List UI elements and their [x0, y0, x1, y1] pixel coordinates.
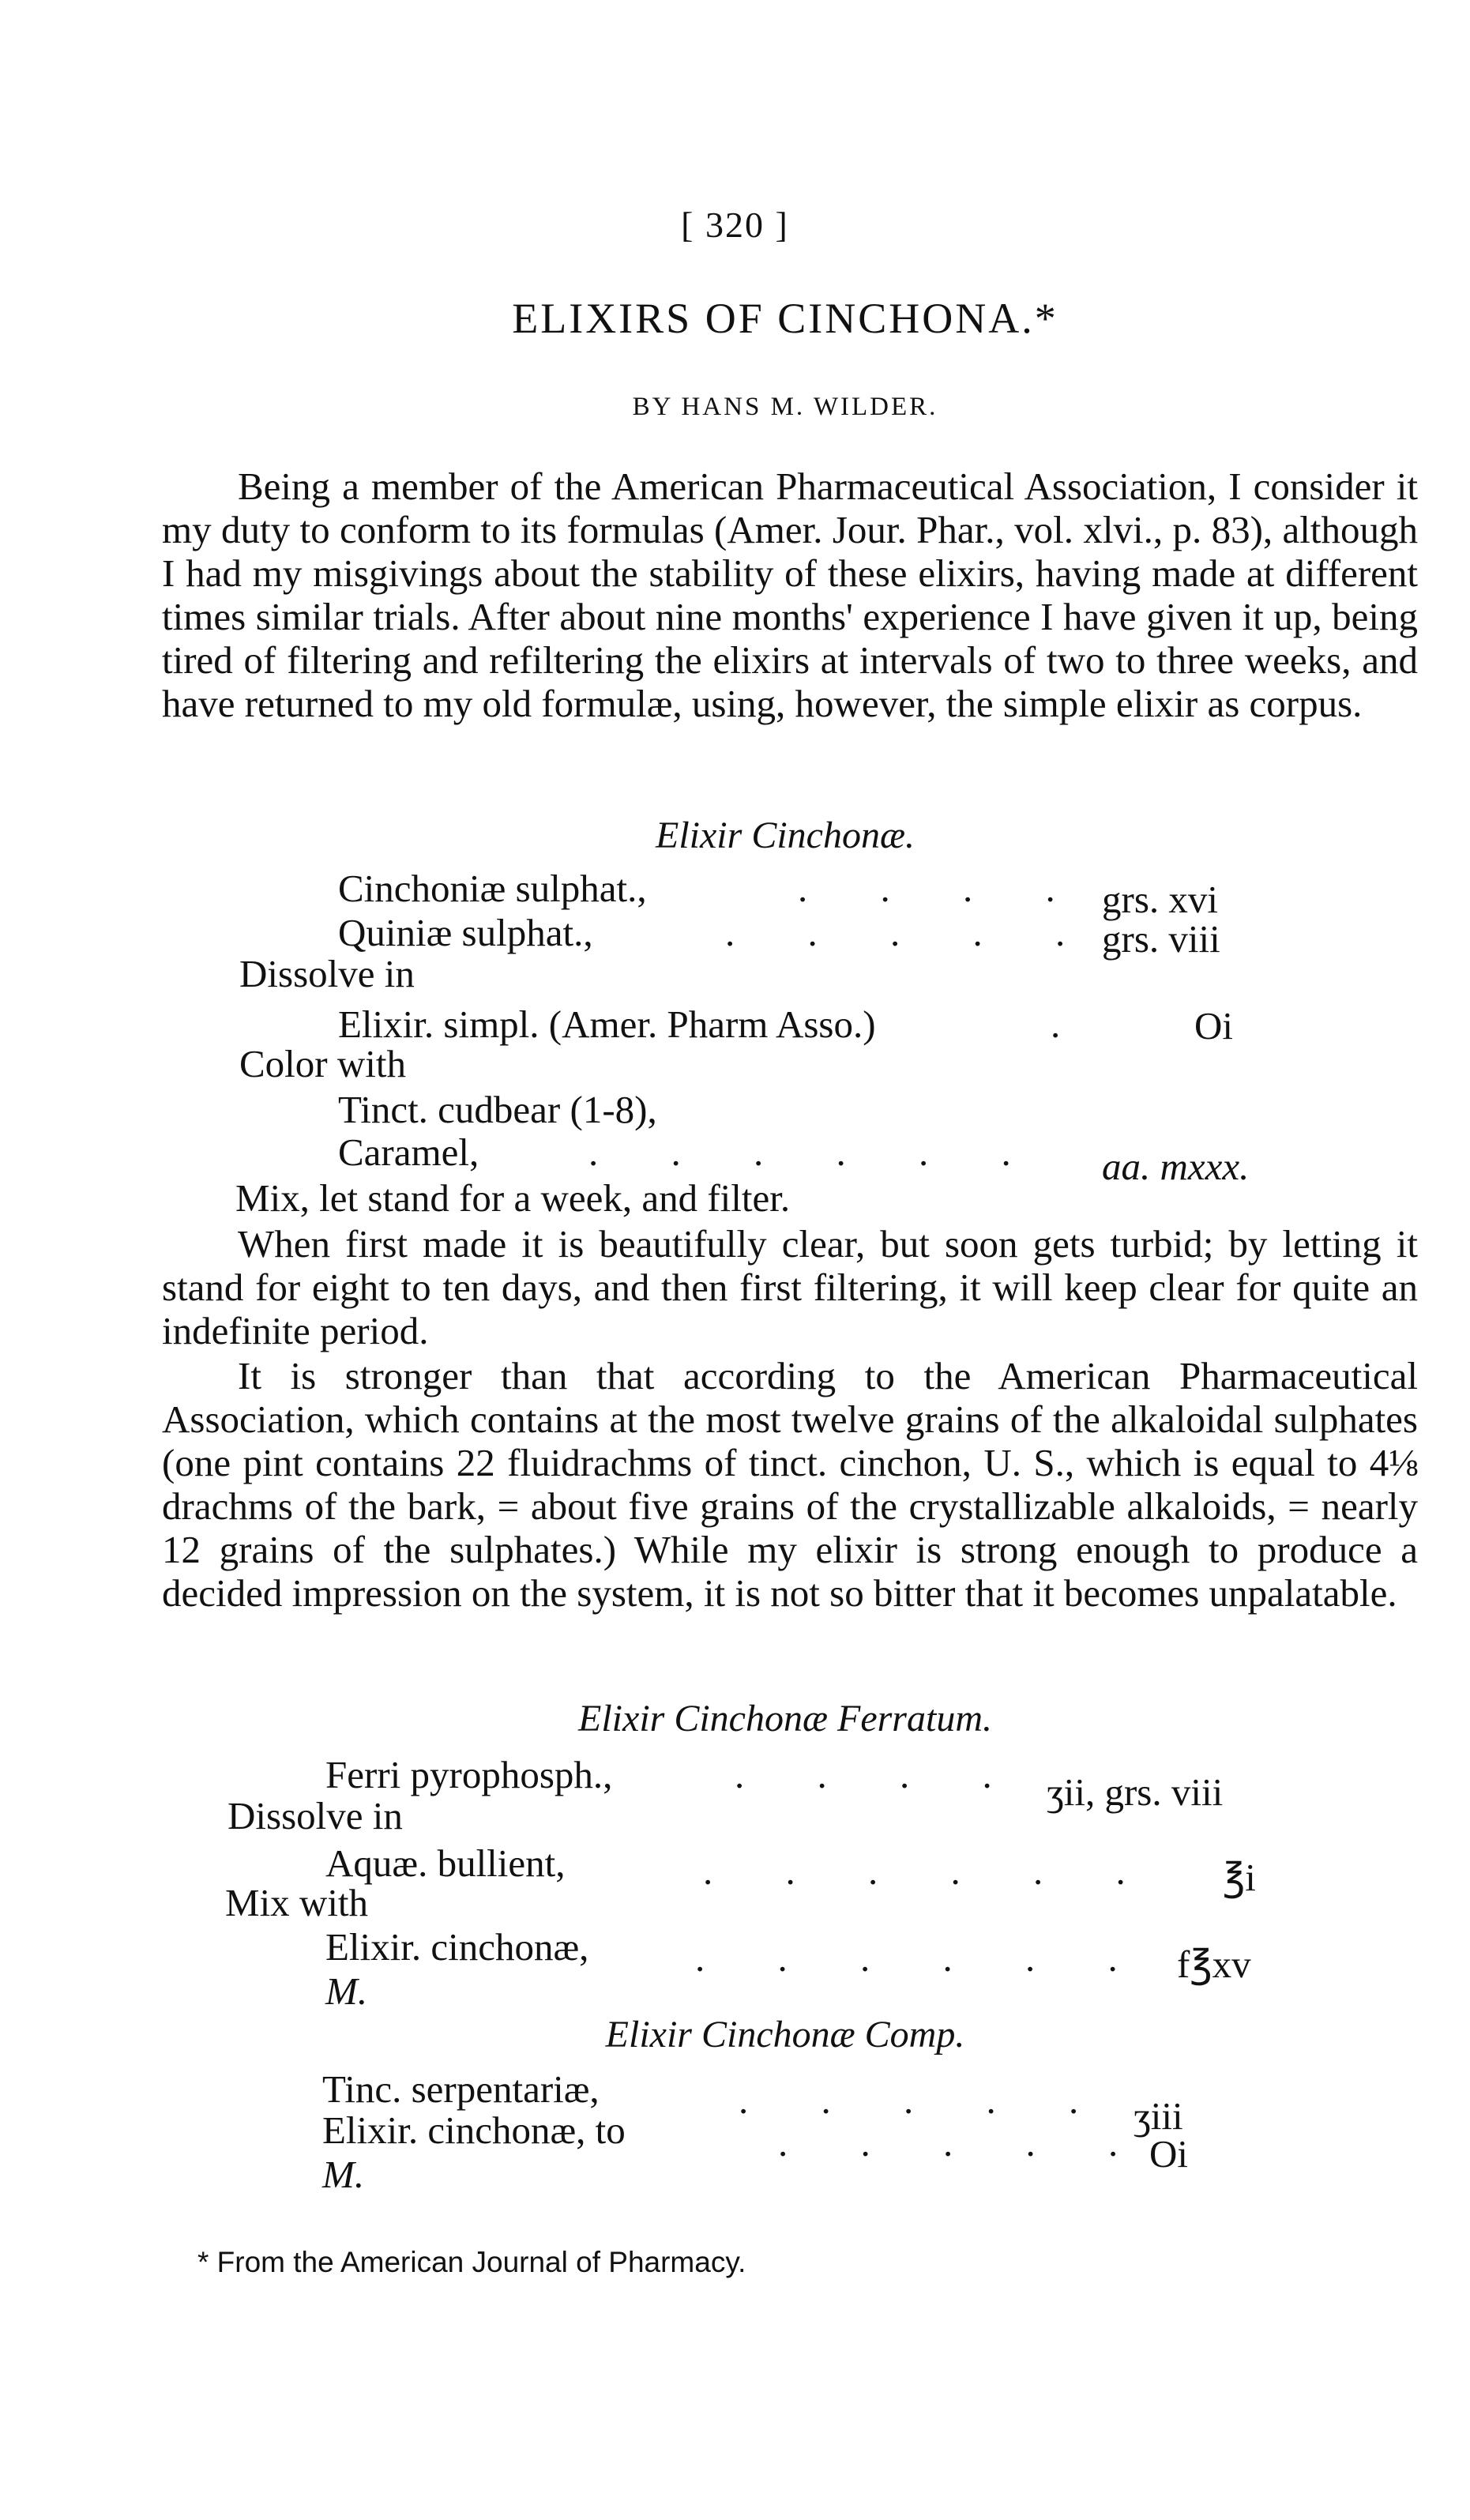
- recipe-quantity: ℥i: [1223, 1856, 1256, 1899]
- dot-leader: . . . . .: [739, 2078, 1111, 2122]
- recipe-mix-mark: M.: [325, 1969, 368, 2013]
- recipe-quantity: f℥xv: [1177, 1943, 1251, 1986]
- recipe-line: Elixir. cinchonæ, to: [322, 2108, 626, 2152]
- recipe-line: Quiniæ sulphat.,: [338, 911, 593, 954]
- dot-leader: . . . .: [735, 1753, 1024, 1796]
- recipe-quantity: Oi: [1149, 2132, 1188, 2176]
- recipe-instruction: Dissolve in: [239, 952, 415, 995]
- recipe-instruction: Color with: [239, 1042, 406, 1085]
- page-number: [ 320 ]: [681, 205, 789, 245]
- dot-leader: . . . . . .: [703, 1849, 1157, 1893]
- recipe-quantity: aa. mxxx.: [1102, 1145, 1250, 1188]
- recipe-heading-elixir-cinchonae: Elixir Cinchonæ.: [656, 814, 915, 856]
- dot-leader: . . . .: [798, 867, 1087, 910]
- recipe-line: Tinct. cudbear (1-8),: [338, 1088, 657, 1131]
- recipe-heading-elixir-cinchonae-comp: Elixir Cinchonæ Comp.: [605, 2014, 965, 2055]
- recipe-line: Cinchoniæ sulphat.,: [338, 867, 647, 910]
- recipe-quantity: Oi: [1194, 1004, 1233, 1047]
- paragraph-clarity: When first made it is beautifully clear, but soon gets turbid; by letting it stand for eight to ten days, and then first filtering, it will keep clear for quite an indefinite period.: [162, 1222, 1418, 1352]
- dot-leader: .: [1051, 1002, 1092, 1046]
- dot-leader: . . . . .: [725, 911, 1097, 954]
- recipe-instruction: Mix, let stand for a week, and filter.: [235, 1176, 791, 1220]
- recipe-line: Elixir. simpl. (Amer. Pharm Asso.): [338, 1002, 876, 1046]
- recipe-quantity: grs. xvi: [1102, 878, 1218, 921]
- recipe-line: Caramel,: [338, 1130, 479, 1174]
- recipe-line: Ferri pyrophosph.,: [325, 1753, 613, 1796]
- recipe-instruction: Dissolve in: [227, 1794, 403, 1837]
- recipe-mix-mark: M.: [322, 2153, 365, 2196]
- recipe-line: Elixir. cinchonæ,: [325, 1925, 589, 1969]
- intro-paragraph: Being a member of the American Pharmaceutical Association, I consider it my duty to conform to its formulas (Amer. Jour. Phar., vol. xlvi., p. 83), although I had my misgivings about the stability of these elixirs, having made at different times similar trials. After about nine months' experience I have given it up, being tired of filtering and refiltering the elixirs at intervals of two to three weeks, and have returned to my old formulæ, using, however, the simple elixir as corpus.: [162, 465, 1418, 725]
- article-title: ELIXIRS OF CINCHONA.*: [512, 295, 1058, 342]
- dot-leader: . . . . . .: [588, 1130, 1043, 1174]
- recipe-quantity: grs. viii: [1102, 917, 1220, 961]
- recipe-quantity: ʒiii: [1134, 2094, 1183, 2138]
- recipe-heading-elixir-cinchonae-ferratum: Elixir Cinchonæ Ferratum.: [578, 1698, 992, 1740]
- recipe-instruction: Mix with: [225, 1881, 369, 1924]
- dot-leader: . . . . .: [778, 2121, 1150, 2165]
- paragraph-strength: It is stronger than that according to the American Pharmaceutical Association, which contains at the most twelve grains of the alkaloidal sulphates (one pint contains 22 fluidrachms of tinct. cinchon, U. S., which is equal to 4⅛ drachms of the bark, = about five grains of the crystallizable alkaloids, = nearly 12 grains of the sulphates.) While my elixir is strong enough to produce a decided impression on the system, it is not so bitter that it becomes unpalatable.: [162, 1354, 1418, 1615]
- dot-leader: . . . . . .: [695, 1936, 1149, 1980]
- recipe-line: Aquæ. bullient,: [325, 1841, 566, 1885]
- author-byline: BY HANS M. WILDER.: [632, 393, 938, 421]
- recipe-quantity: ʒii, grs. viii: [1047, 1770, 1224, 1814]
- footnote: * From the American Journal of Pharmacy.: [197, 2246, 746, 2278]
- recipe-line: Tinc. serpentariæ,: [322, 2067, 600, 2111]
